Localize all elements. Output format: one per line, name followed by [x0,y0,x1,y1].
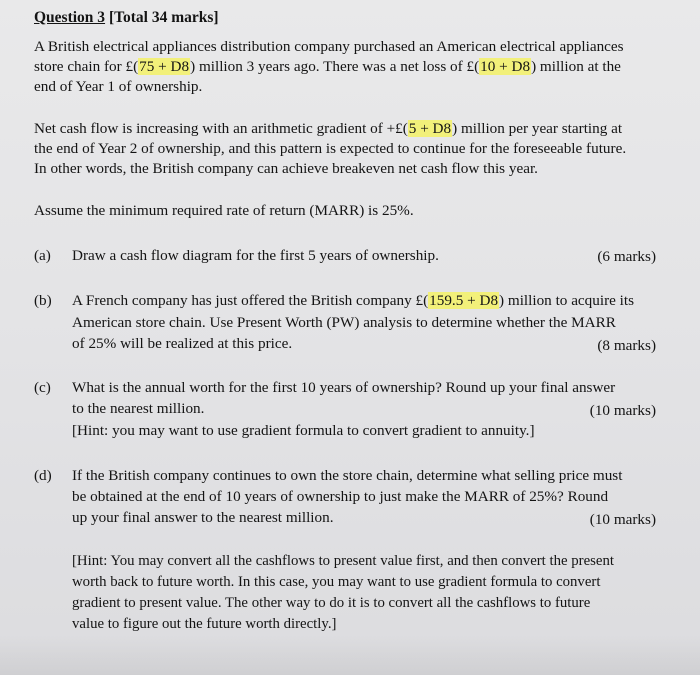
part-b-label: (b) [34,292,52,309]
part-d-hint-line-2: worth back to future worth. In this case, you may want to use gradient formula to convert [72,574,601,590]
para2-line-3: In other words, the British company can achieve breakeven net cash flow this year. [34,160,538,177]
part-d-hint-line-1: [Hint: You may convert all the cashflows to present value first, and then convert the present [72,553,615,569]
intro-line-1: A British electrical appliances distribution company purchased an American electrical appliances [34,38,624,55]
part-a-text: Draw a cash flow diagram for the first 5 years of ownership. [72,247,439,264]
part-c-line-1: What is the annual worth for the first 10 years of ownership? Round up your final answer [72,379,616,396]
question-number: Question 3 [34,9,106,26]
part-c-hint: [Hint: you may want to use gradient formula to convert gradient to annuity.] [72,422,535,439]
marr-statement: Assume the minimum required rate of return (MARR) is 25%. [34,202,414,219]
part-a-marks: (6 marks) [597,248,656,265]
part-d-hint-line-4: value to figure out the future worth directly.] [72,616,337,632]
part-b-marks: (8 marks) [597,337,656,354]
part-d-marks: (10 marks) [589,511,656,528]
part-d-line-3: up your final answer to the nearest million. [72,509,334,526]
part-c-label: (c) [34,379,51,396]
highlight-purchase-price: 75 + D8 [139,58,190,75]
part-b-line-3: of 25% will be realized at this price. [72,335,293,352]
intro-line-2: store chain for £(75 + D8) million 3 years ago. There was a net loss of £(10 + D8) million at the [34,58,621,75]
part-c-marks: (10 marks) [589,402,656,419]
part-a-label: (a) [34,247,51,264]
part-d-label: (d) [34,467,52,484]
highlight-offer-price: 159.5 + D8 [429,292,499,309]
part-b-line-1: A French company has just offered the British company £(159.5 + D8) million to acquire its [72,292,635,309]
para2-line-2: the end of Year 2 of ownership, and this pattern is expected to continue for the foreseeable future. [34,140,627,157]
highlight-net-loss: 10 + D8 [480,58,531,75]
intro-line-3: end of Year 1 of ownership. [34,78,203,95]
total-marks: [Total 34 marks] [105,9,219,26]
part-d-hint-line-3: gradient to present value. The other way to do it is to convert all the cashflows to future [72,595,591,611]
part-c-line-2: to the nearest million. [72,400,205,417]
para2-line-1: Net cash flow is increasing with an arithmetic gradient of +£(5 + D8) million per year starting at [34,120,623,137]
question-title [34,8,219,28]
highlight-gradient: 5 + D8 [408,120,452,137]
part-d-line-1: If the British company continues to own the store chain, determine what selling price must [72,467,623,484]
photo-shading [0,635,700,675]
part-b-line-2: American store chain. Use Present Worth (PW) analysis to determine whether the MARR [72,314,616,331]
part-d-line-2: be obtained at the end of 10 years of ownership to just make the MARR of 25%? Round [72,488,609,505]
